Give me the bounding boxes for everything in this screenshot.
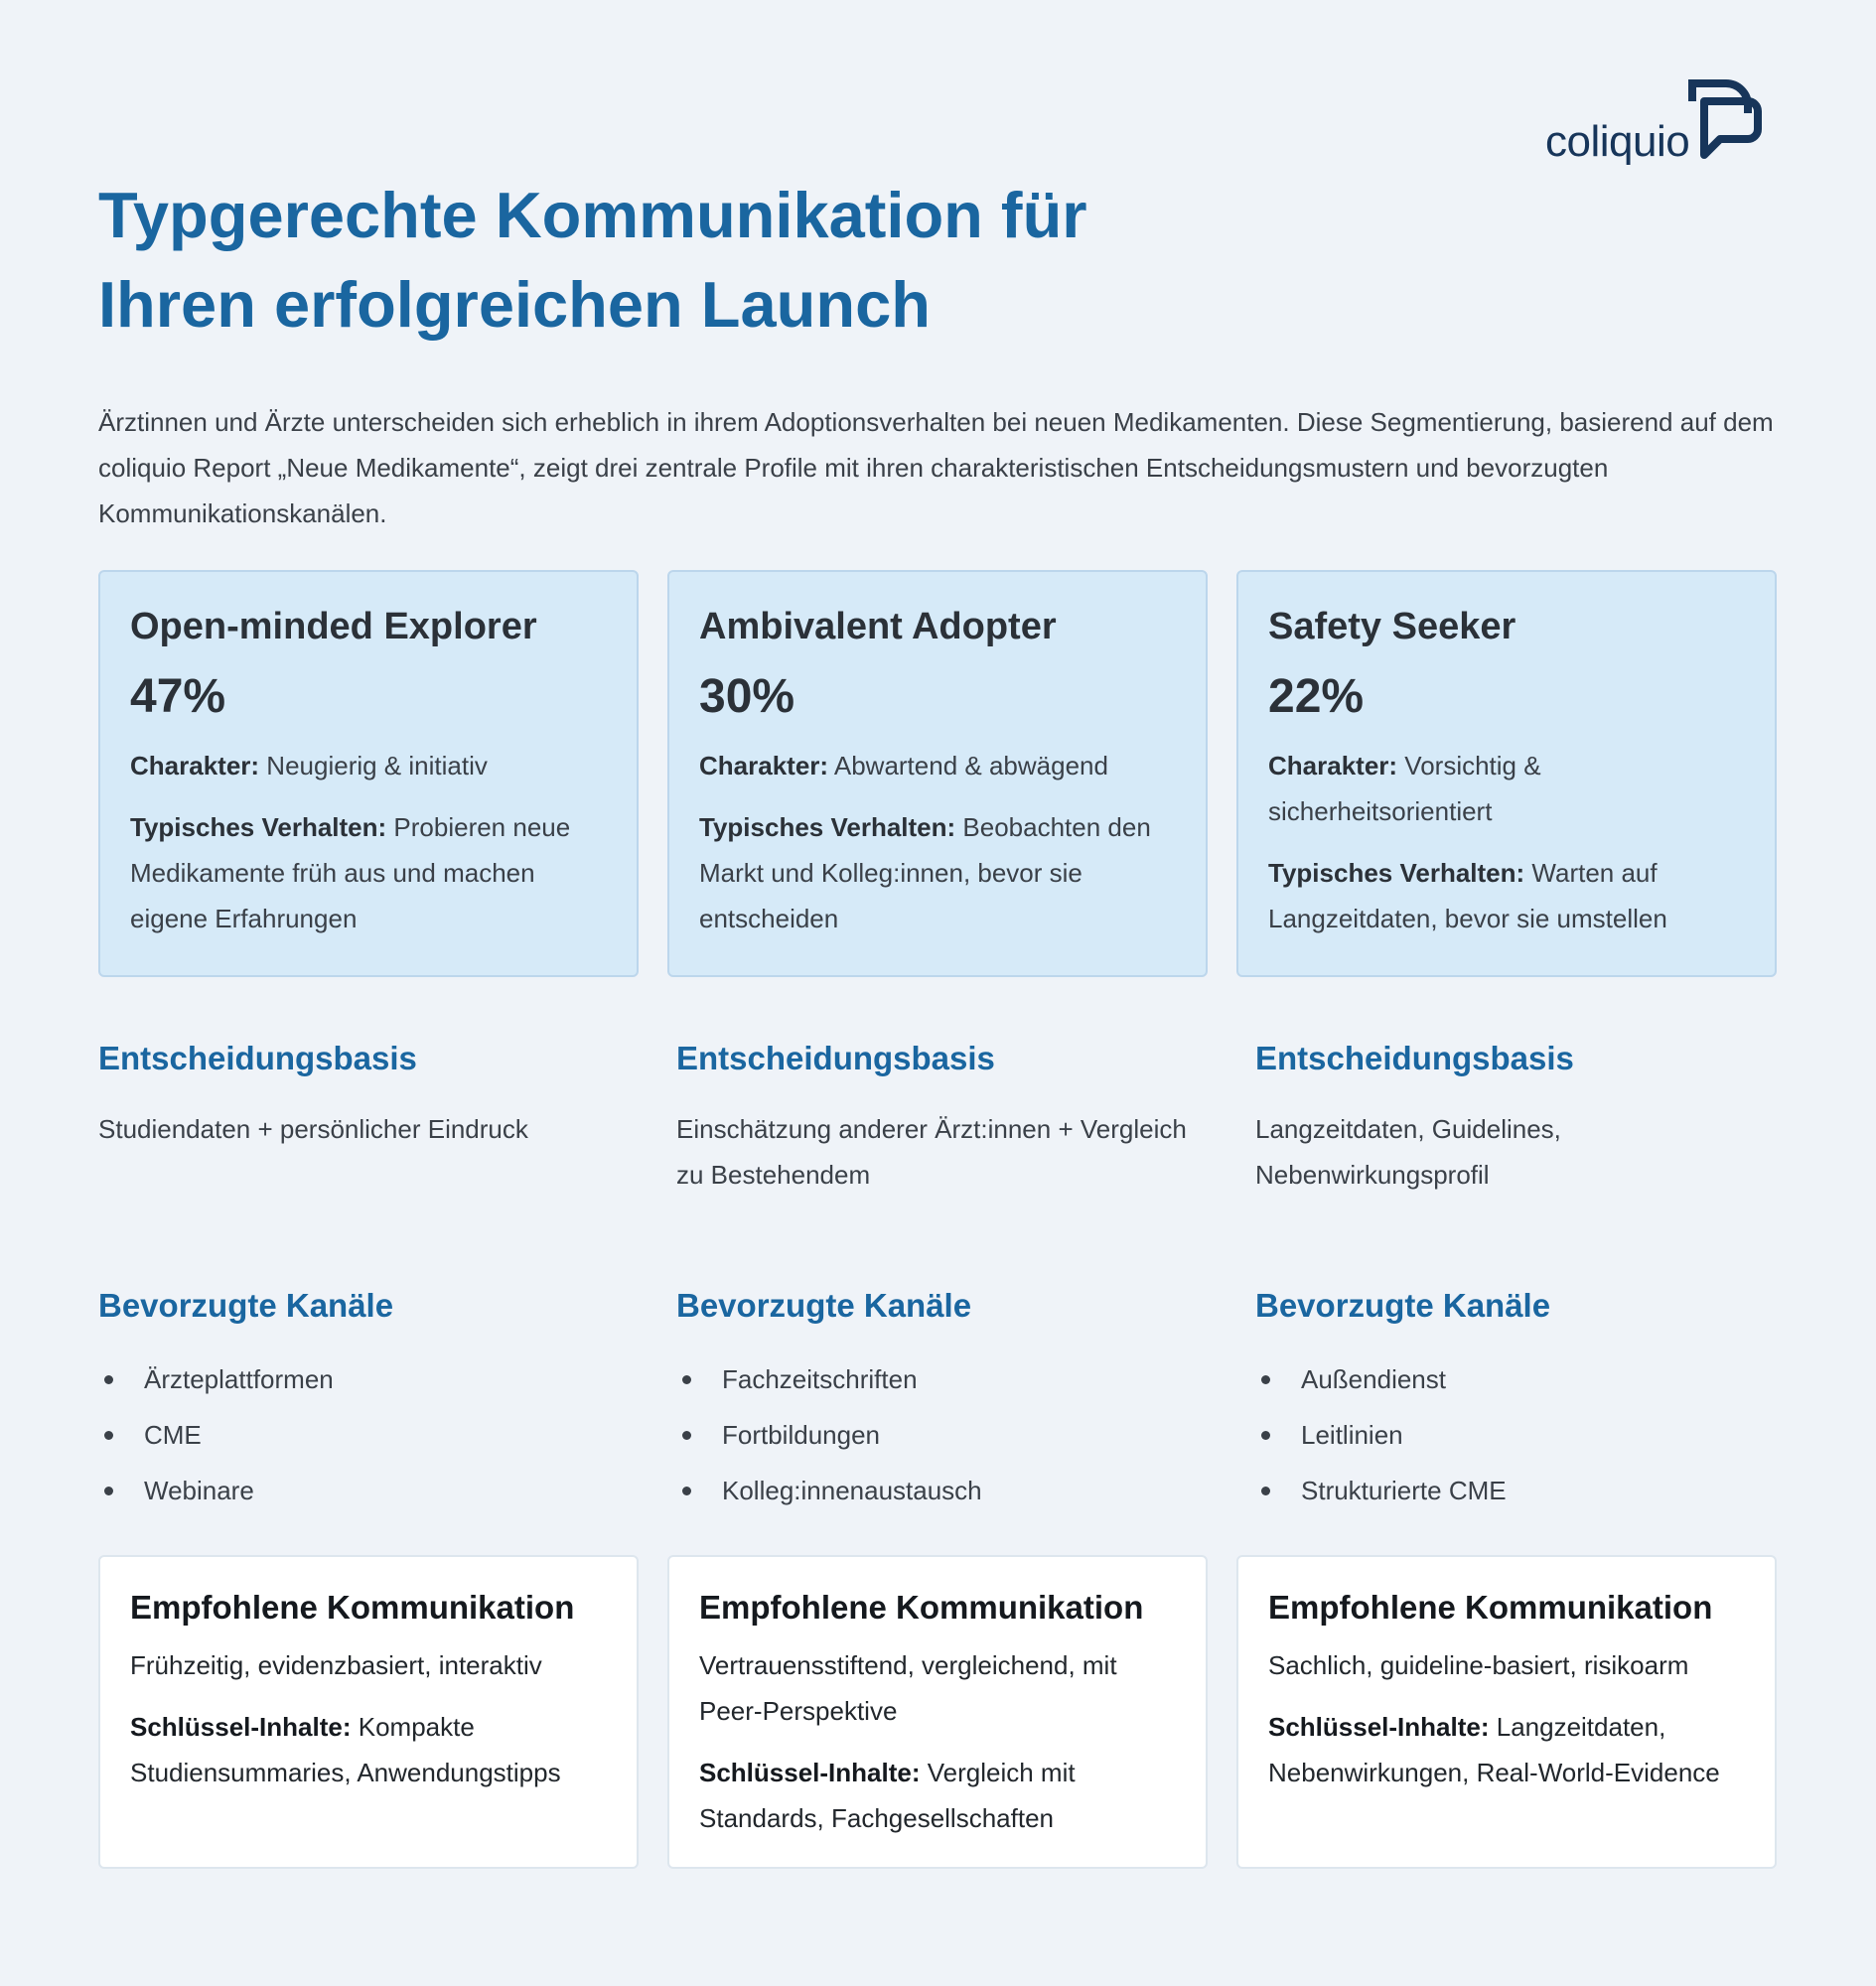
bullet-icon (682, 1487, 691, 1495)
recommendation-card-adopter (667, 1555, 1208, 1869)
recommendation-heading: Empfohlene Kommunikation (699, 1589, 1144, 1626)
behavior-value: Probieren neue Medikamente früh aus und machen eigene Erfahrungen (130, 812, 571, 933)
behavior-value: Beobachten den Markt und Kolleg:innen, bevor sie entscheiden (699, 812, 1151, 933)
key-content-label: Schlüssel-Inhalte: (699, 1758, 921, 1787)
bullet-icon (104, 1431, 113, 1440)
bullet-icon (104, 1487, 113, 1495)
behavior-value: Warten auf Langzeitdaten, bevor sie umstellen (1268, 858, 1667, 933)
profile-behavior (130, 804, 607, 941)
key-content (1268, 1704, 1745, 1795)
profile-card-safety-seeker (1236, 570, 1777, 977)
intro-paragraph: Ärztinnen und Ärzte unterscheiden sich erheblich in ihrem Adoptionsverhalten bei neuen Medikamenten. Diese Segmentierung, basierend auf dem coliquio Report „Neue Medikamente“, zeigt drei zentrale Profile mit ihren charakteristischen Entscheidungsmustern und bevorzugten Kommunikationskanälen. (98, 407, 1774, 528)
profile-card-adopter (667, 570, 1208, 977)
character-value: Neugierig & initiativ (266, 751, 488, 780)
channels-safety-seeker (1255, 1284, 1792, 1518)
profile-share: 47% (130, 670, 226, 723)
recommendation-text: Vertrauensstiftend, vergleichend, mit Peer-Perspektive (699, 1650, 1117, 1726)
character-label: Charakter: (699, 751, 829, 780)
profile-character (130, 743, 607, 788)
behavior-label: Typisches Verhalten: (1268, 858, 1525, 888)
logo-wordmark: coliquio (1545, 117, 1690, 166)
section-heading: Entscheidungsbasis (1255, 1040, 1574, 1076)
profile-behavior (699, 804, 1176, 941)
page-title (98, 171, 1290, 350)
key-content (699, 1750, 1176, 1841)
channels-adopter (676, 1284, 1213, 1518)
key-content-value: Kompakte Studiensummaries, Anwendungstipps (130, 1712, 561, 1787)
title-line-1: Typgerechte Kommunikation für (98, 179, 1087, 251)
profile-character (1268, 743, 1745, 834)
bullet-icon (1261, 1375, 1270, 1384)
bullet-icon (682, 1375, 691, 1384)
recommendation-text: Frühzeitig, evidenzbasiert, interaktiv (130, 1650, 542, 1680)
bullet-icon (1261, 1487, 1270, 1495)
section-heading: Bevorzugte Kanäle (98, 1287, 394, 1324)
profile-name: Safety Seeker (1268, 606, 1516, 647)
section-heading: Entscheidungsbasis (98, 1040, 417, 1076)
profile-character (699, 743, 1176, 788)
list-item: Webinare (98, 1463, 635, 1518)
channels-explorer (98, 1284, 635, 1518)
channel-list (1255, 1351, 1792, 1518)
recommendation-heading: Empfohlene Kommunikation (130, 1589, 575, 1626)
list-item: CME (98, 1407, 635, 1463)
key-content (130, 1704, 607, 1795)
profile-share: 30% (699, 670, 795, 723)
speech-bubble-logo-icon (1686, 79, 1762, 159)
list-item: Strukturierte CME (1255, 1463, 1792, 1518)
character-value: Abwartend & abwägend (833, 751, 1108, 780)
bullet-icon (104, 1375, 113, 1384)
list-item: Außendienst (1255, 1351, 1792, 1407)
recommendation-card-safety-seeker (1236, 1555, 1777, 1869)
bullet-icon (682, 1431, 691, 1440)
decision-basis-text: Langzeitdaten, Guidelines, Nebenwirkungsprofil (1255, 1114, 1561, 1190)
channel-list (98, 1351, 635, 1518)
profile-behavior (1268, 850, 1745, 941)
profile-card-explorer (98, 570, 639, 977)
character-label: Charakter: (1268, 751, 1398, 780)
profile-share: 22% (1268, 670, 1365, 723)
decision-basis-safety-seeker (1255, 1037, 1792, 1198)
list-item: Fachzeitschriften (676, 1351, 1213, 1407)
key-content-value: Vergleich mit Standards, Fachgesellschaften (699, 1758, 1076, 1833)
bullet-icon (1261, 1431, 1270, 1440)
recommendation-heading: Empfohlene Kommunikation (1268, 1589, 1713, 1626)
key-content-value: Langzeitdaten, Nebenwirkungen, Real-World-Evidence (1268, 1712, 1720, 1787)
profile-name: Open-minded Explorer (130, 606, 537, 647)
list-item: Kolleg:innenaustausch (676, 1463, 1213, 1518)
character-value: Vorsichtig & sicherheitsorientiert (1268, 751, 1541, 826)
decision-basis-adopter (676, 1037, 1213, 1198)
key-content-label: Schlüssel-Inhalte: (130, 1712, 352, 1742)
decision-basis-text: Einschätzung anderer Ärzt:innen + Vergleich zu Bestehendem (676, 1114, 1187, 1190)
section-heading: Entscheidungsbasis (676, 1040, 995, 1076)
list-item: Fortbildungen (676, 1407, 1213, 1463)
key-content-label: Schlüssel-Inhalte: (1268, 1712, 1490, 1742)
list-item: Ärzteplattformen (98, 1351, 635, 1407)
character-label: Charakter: (130, 751, 260, 780)
recommendation-text: Sachlich, guideline-basiert, risikoarm (1268, 1650, 1689, 1680)
section-heading: Bevorzugte Kanäle (676, 1287, 972, 1324)
decision-basis-explorer (98, 1037, 635, 1152)
behavior-label: Typisches Verhalten: (699, 812, 956, 842)
recommendation-card-explorer (98, 1555, 639, 1869)
coliquio-logo (1545, 79, 1758, 165)
profile-name: Ambivalent Adopter (699, 606, 1057, 647)
behavior-label: Typisches Verhalten: (130, 812, 387, 842)
decision-basis-text: Studiendaten + persönlicher Eindruck (98, 1114, 528, 1144)
channel-list (676, 1351, 1213, 1518)
list-item: Leitlinien (1255, 1407, 1792, 1463)
section-heading: Bevorzugte Kanäle (1255, 1287, 1551, 1324)
title-line-2: Ihren erfolgreichen Launch (98, 268, 931, 341)
